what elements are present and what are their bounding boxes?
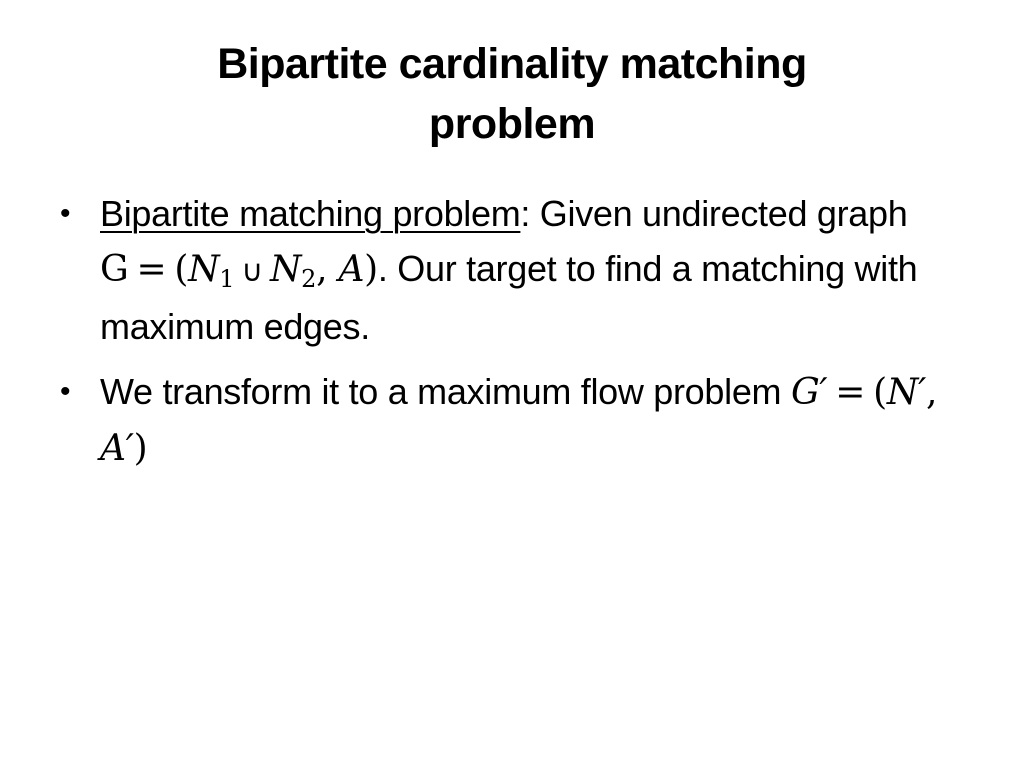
math-G: G bbox=[100, 249, 129, 290]
math-G-prime: G′ bbox=[790, 372, 828, 413]
math-N2: N bbox=[269, 249, 302, 290]
math-equals: = bbox=[835, 372, 866, 413]
math-rparen: ) bbox=[364, 249, 378, 290]
bullet-2-text: We transform it to a maximum flow problem bbox=[100, 371, 791, 412]
math-lparen: ( bbox=[174, 249, 189, 290]
math-union: ∪ bbox=[241, 254, 263, 289]
math-N-prime: N′ bbox=[886, 372, 926, 413]
bullet-1-term: Bipartite matching problem bbox=[100, 193, 521, 234]
math-comma: , bbox=[316, 249, 328, 290]
graph-formula bbox=[100, 249, 378, 293]
bullet-item-1 bbox=[58, 186, 968, 354]
math-lparen: ( bbox=[873, 372, 887, 413]
math-N1: N bbox=[188, 249, 220, 290]
math-sub-1: 1 bbox=[219, 265, 235, 293]
bullet-item-2 bbox=[58, 364, 968, 476]
math-comma: , bbox=[925, 372, 938, 413]
slide-title-line-1: Bipartite cardinality matching bbox=[217, 40, 807, 88]
bullet-dot-icon: • bbox=[60, 375, 71, 408]
math-rparen: ) bbox=[133, 428, 148, 469]
slide-title bbox=[80, 34, 944, 154]
bullet-1-text: : Given undirected graph bbox=[520, 193, 908, 234]
math-equals: = bbox=[136, 249, 167, 290]
bullet-1-text-end: . Our target to find a matching with maximum edges. bbox=[100, 248, 918, 347]
bullet-dot-icon: • bbox=[60, 197, 71, 230]
math-A-prime: A′ bbox=[100, 428, 134, 469]
slide-title-line-2: problem bbox=[428, 100, 596, 148]
math-A: A bbox=[338, 249, 365, 290]
bullet-list bbox=[58, 186, 968, 486]
math-sub-2: 2 bbox=[301, 265, 317, 293]
